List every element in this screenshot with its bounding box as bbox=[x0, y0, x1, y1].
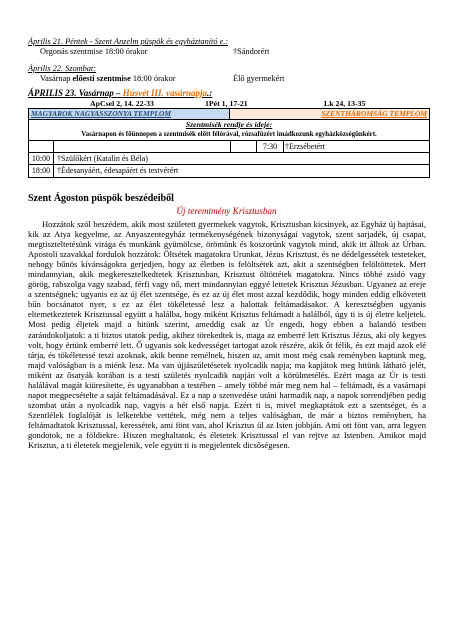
apr23-date-prefix: ÁPRILIS 23. Vasárnap – bbox=[28, 88, 123, 98]
apr22-mass-prefix: Vasárnap bbox=[40, 74, 73, 83]
apr22-mass bbox=[40, 74, 175, 84]
church-left-header: MAGYAROK NAGYASSZONYA TEMPLOM bbox=[29, 109, 230, 119]
table-row bbox=[29, 165, 429, 177]
time-cell: 10:00 bbox=[29, 153, 54, 164]
time-cell: 18:00 bbox=[29, 165, 54, 177]
mass-schedule-table bbox=[28, 108, 430, 178]
intention-cell-right: †Erzsébetért bbox=[285, 142, 325, 151]
apr23-feast: Húsvét III. vasárnapja bbox=[122, 88, 208, 98]
reading-2: 1Pét 1, 17-21 bbox=[205, 99, 248, 108]
sermon-body bbox=[28, 219, 426, 450]
intention-cell: †Szülőkért (Katalin és Béla) bbox=[57, 154, 148, 163]
table-row bbox=[29, 141, 429, 153]
sermon-title: Szent Ágoston püspök beszédeiből bbox=[28, 193, 174, 204]
apr22-mass-suffix: 18:00 órakor bbox=[130, 74, 176, 83]
intention-cell: †Édesanyáért, édesapáért és testvérért bbox=[57, 166, 179, 175]
apr23-date bbox=[28, 88, 212, 99]
column-divider bbox=[230, 141, 231, 152]
apr22-intention: Élő gyermekért bbox=[233, 74, 285, 83]
reading-1: ApCsel 2, 14. 22-33 bbox=[90, 99, 154, 108]
apr21-mass: Orgonás szentmise 18:00 órakor bbox=[40, 47, 148, 56]
time-cell-right: 7:30 bbox=[256, 141, 284, 152]
apr21-date: Április 21. Péntek - Szent Anzelm püspök és egyháztanító e.: bbox=[28, 37, 229, 46]
apr22-date: Április 22. Szombat: bbox=[28, 64, 96, 73]
reading-3: Lk 24, 13-35 bbox=[324, 99, 366, 108]
apr23-date-suffix: .: bbox=[207, 88, 213, 98]
table-order-row bbox=[29, 120, 429, 141]
table-row bbox=[29, 153, 429, 165]
table-header-row bbox=[29, 109, 429, 120]
sermon-subtitle: Új teremtmény Krisztusban bbox=[176, 206, 277, 216]
order-title: Szentmisék rendje és ideje: bbox=[185, 120, 273, 129]
apr21-intention: †Sándorért bbox=[233, 47, 270, 56]
sermon-paragraph: Hozzátok szól beszédem, akik most született gyermekek vagytok, Krisztusban kicsinyek, az Egyház új hajtásai, kik az Atya kegyelme, az Anyaszentegyház termékenységének bizonyságai vagytok, szent sarjadék, új csapat, megtiszteltetésünk virága és munkánk gyümölcse, örömünk és koszorúnk vagytok mind, akik itt álltok az Úrban. Apostoli szavakkal fordulok hozzátok: Öltsétek magatokra Urunkat, Jézus Krisztust, és ne dédelgessétek testeteket, nehogy bűnös kívánságokra gerjedjen, hogy az életben is felöltsétek azt, akit a szentségben felöltöttetek. Mert mindannyian, akik megkeresztelkedtetek Krisztusban, Krisztust öltöttétek magatokra. Nincs többé zsidó vagy görög, rabszolga vagy szabad, férfi vagy nő, mert mindannyian eggyé lettetek Krisztus Jézusban. Ugyanez az ereje a szentségnek; ugyanis ez az új élet szentsége, és ez az új élet most azzal kezdődik, hogy minden eddig elkövetett bűn bocsánatot nyer, s ez az élet tökéletessé lesz a halottak feltámadásakor. A keresztségben ugyanis eltemetkeztetek Krisztussal együtt a halálba, hogy miként Krisztus feltámadt a halálból, úgy ti is új életre keljetek. Most pedig éljetek majd a hitünk szerint, ameddig csak az Úr engedi, hogy ebben a halandó testben zarándokoljatok: a ti biztos utatok pedig, akihez törekedtek is, maga az emberré lett Krisztus Jézus, aki oly kegyes volt, hogy értünk emberré lett. Ő ugyanis sok kedvességet tartogat azok részére, akik őt félik, és ezt majd azok elé tárja, és tökéletessé teszi azoknak, akik benne remélnek, hiszen az, amit most még csak reményben kaptunk meg, majd valóságban is a miénk lesz. Ma van újjászületésetek nyolcadik napja; ma kapjátok meg hitünk látható jelét, miként az ősatyák korában is a testi születés nyolcadik napján volt a körülmetélés. Ezért maga az Úr is testi halálával magát kiüresítette, és ugyanabban a testében – amely többé már meg nem hal – feltámadt, és a vasárnapi napot megpecsételte a saját feltámadásával. Ez a nap a szenvedése utáni harmadik nap, a napok sorrendjében pedig szombat után a nyolcadik nap, vagyis a hét első napja. Ezért ti is, mivel megkaptátok ezt a szentséget, és a Szentlélek foglalóját is lelketekbe vettétek, még nem a teljes valóságban, de már a biztos reményben, ha feltámadtatok Krisztussal, keressétek, ami fönt van, ahol Krisztus ül az Isten jobbján. Ami ott fönt van, arra legyen gondotok, ne a földiekre. Hiszen meghaltatok, és életetek Krisztussal el van rejtve az Istenben. Amikor majd Krisztus, a ti életetek megjelenik, vele együtt ti is megjelentek dicsőségesen. bbox=[28, 219, 426, 451]
church-right-header: SZENTHÁROMSÁG TEMPLOM bbox=[230, 109, 429, 119]
apr22-mass-bold: előesti szentmise bbox=[72, 74, 131, 83]
time-cell bbox=[29, 141, 54, 152]
order-note: Vasárnapon és főünnepen a szentmisék előtt félórával, rózsafüzért imádkozunk egyházközségünkért. bbox=[81, 131, 377, 138]
